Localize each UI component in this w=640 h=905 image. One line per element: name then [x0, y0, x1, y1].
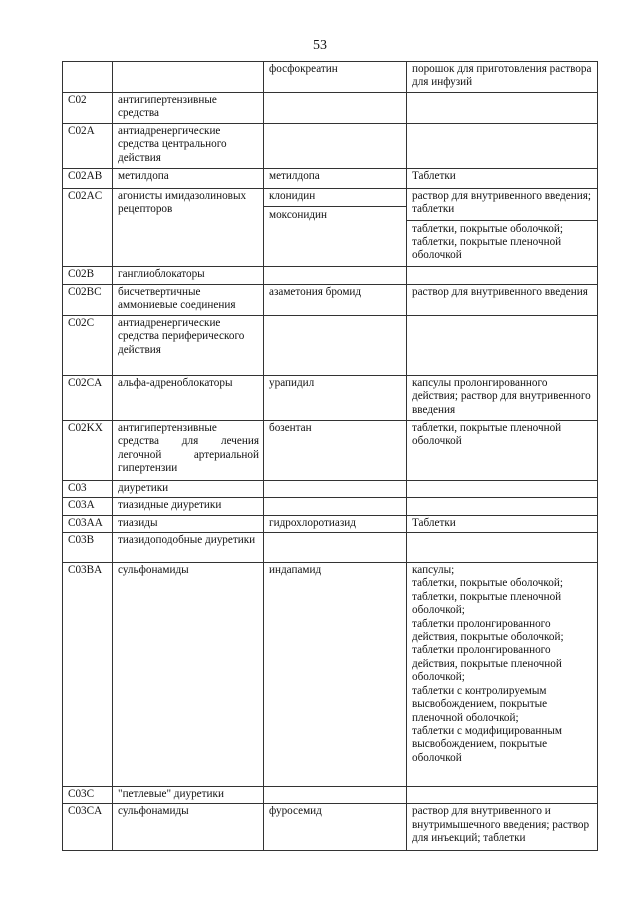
table-row [63, 62, 598, 93]
group-name-cell: альфа-адреноблокаторы [113, 375, 264, 420]
atc-code-cell: C02A [63, 123, 113, 168]
group-name-cell: антигипертензивные средства [113, 93, 264, 124]
group-name-cell: антигипертензивные средства для лечения легочной артериальной гипертензии [113, 420, 264, 480]
dosage-form-cell: раствор для внутривенного введения [407, 284, 598, 315]
group-name-cell: сульфонамиды [113, 804, 264, 851]
group-name-cell: тиазидоподобные диуретики [113, 533, 264, 563]
dosage-form-cell [407, 123, 598, 168]
dosage-form-cell [407, 93, 598, 124]
dosage-form-line: таблетки с контролируемым высвобождением, покрытые пленочной оболочкой; [412, 684, 548, 724]
inn-cell: фосфокреатин [264, 62, 407, 93]
dosage-form-cell: раствор для внутривенного и внутримышечного введения; раствор для инъекций; таблетки [407, 804, 598, 851]
dosage-form-cell [407, 315, 598, 375]
dosage-form-line: капсулы; [412, 564, 455, 577]
atc-code-cell: C03BA [63, 563, 113, 787]
atc-code-cell: C03AA [63, 515, 113, 532]
inn-entry: моксонидин [264, 206, 406, 222]
group-name-cell: агонисты имидазолиновых рецепторов [113, 188, 264, 266]
dosage-form-cell [407, 533, 598, 563]
table-row [63, 375, 598, 420]
atc-code-cell: C03CA [63, 804, 113, 851]
group-name-cell: "петлевые" диуретики [113, 787, 264, 804]
dosage-form-cell: таблетки, покрытые пленочной оболочкой [407, 420, 598, 480]
atc-code-cell: C02 [63, 93, 113, 124]
table-row [63, 420, 598, 480]
inn-entry: клонидин [269, 189, 316, 202]
inn-cell [264, 315, 407, 375]
group-name-cell: диуретики [113, 480, 264, 497]
inn-cell [264, 266, 407, 284]
table-row [63, 315, 598, 375]
dosage-form-line: таблетки, покрытые пленочной оболочкой; [412, 590, 562, 617]
dosage-form-cell: порошок для приготовления раствора для инфузий [407, 62, 598, 93]
inn-cell [264, 498, 407, 515]
atc-code-cell: C02BC [63, 284, 113, 315]
inn-cell: бозентан [264, 420, 407, 480]
table-row [63, 804, 598, 851]
dosage-form-cell: Таблетки [407, 168, 598, 188]
dosage-form-cell: Таблетки [407, 515, 598, 532]
atc-code-cell: C02C [63, 315, 113, 375]
inn-cell [264, 787, 407, 804]
dosage-form-entry: раствор для внутривенного введения; таблетки [412, 189, 591, 216]
table-row [63, 266, 598, 284]
group-name-cell: тиазидные диуретики [113, 498, 264, 515]
inn-cell [264, 533, 407, 563]
group-name-cell: бисчетвертичные аммониевые соединения [113, 284, 264, 315]
table-row [63, 533, 598, 563]
dosage-form-line: таблетки пролонгированного действия, покрытые оболочкой; [412, 617, 564, 644]
table-row [63, 93, 598, 124]
table-row [63, 123, 598, 168]
inn-cell: азаметония бромид [264, 284, 407, 315]
atc-code-cell: C03 [63, 480, 113, 497]
dosage-form-cell: капсулы пролонгированного действия; раствор для внутривенного введения [407, 375, 598, 420]
atc-code-cell: C02AC [63, 188, 113, 266]
atc-code-cell [63, 62, 113, 93]
group-name-cell: антиадренергические средства периферического действия [113, 315, 264, 375]
atc-code-cell: C02KX [63, 420, 113, 480]
atc-code-cell: C02AB [63, 168, 113, 188]
group-name-cell [113, 62, 264, 93]
table-row [63, 188, 598, 266]
group-name-cell: метилдопа [113, 168, 264, 188]
table-row [63, 515, 598, 532]
group-name-cell: ганглиоблокаторы [113, 266, 264, 284]
dosage-form-cell [407, 563, 598, 787]
dosage-form-entry: таблетки, покрытые оболочкой; таблетки, покрытые пленочной оболочкой [407, 220, 597, 263]
page-number: 53 [313, 38, 327, 53]
table-row [63, 787, 598, 804]
inn-cell [264, 480, 407, 497]
dosage-form-cell [407, 787, 598, 804]
table-row [63, 168, 598, 188]
dosage-form-line: таблетки пролонгированного действия, покрытые пленочной оболочкой; [412, 644, 562, 684]
group-name-cell: тиазиды [113, 515, 264, 532]
atc-code-cell: C03A [63, 498, 113, 515]
inn-cell [264, 123, 407, 168]
dosage-form-cell [407, 266, 598, 284]
dosage-form-cell [407, 498, 598, 515]
atc-code-cell: C02B [63, 266, 113, 284]
inn-cell: метилдопа [264, 168, 407, 188]
inn-cell: индапамид [264, 563, 407, 787]
table-row [63, 480, 598, 497]
inn-cell [264, 93, 407, 124]
inn-cell: урапидил [264, 375, 407, 420]
inn-cell: фуросемид [264, 804, 407, 851]
group-name-cell: сульфонамиды [113, 563, 264, 787]
atc-code-cell: C03B [63, 533, 113, 563]
dosage-form-line: таблетки, покрытые оболочкой; [412, 577, 563, 590]
inn-cell: гидрохлоротиазид [264, 515, 407, 532]
drug-table [62, 61, 598, 851]
atc-code-cell: C02CA [63, 375, 113, 420]
atc-code-cell: C03C [63, 787, 113, 804]
inn-cell [264, 188, 407, 266]
dosage-form-line: таблетки с модифицированным высвобождением, покрытые оболочкой [412, 724, 562, 764]
table-row [63, 284, 598, 315]
dosage-form-cell [407, 480, 598, 497]
group-name-cell: антиадренергические средства центрального действия [113, 123, 264, 168]
table-row [63, 498, 598, 515]
dosage-form-cell [407, 188, 598, 266]
table-row [63, 563, 598, 787]
